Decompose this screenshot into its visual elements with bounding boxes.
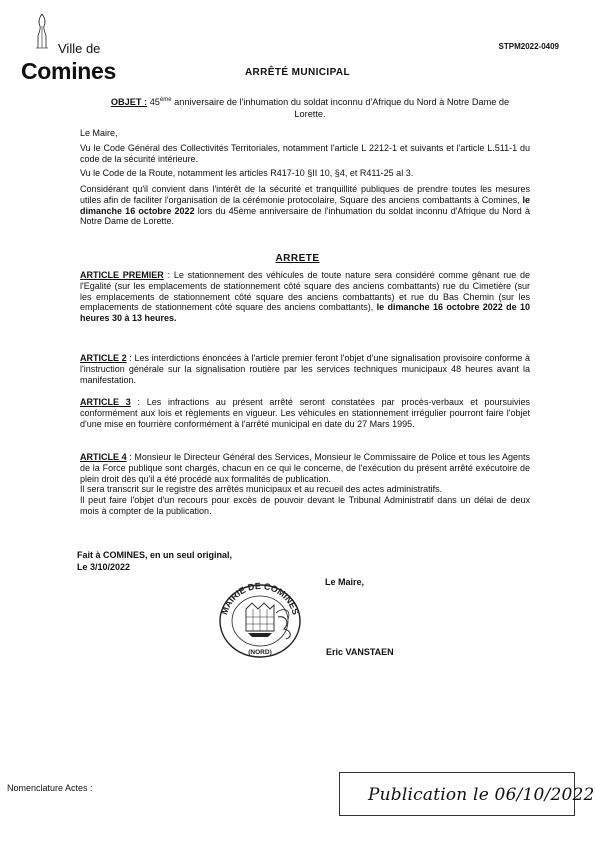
- article-label: ARTICLE 2: [80, 353, 127, 363]
- preamble-le-maire: Le Maire,: [80, 128, 118, 138]
- article-text: : Monsieur le Directeur Général des Services, Monsieur le Commissaire de Police et tous les Agents de la Force publique sont chargés, chacun en ce qui le concerne, de l'exécution du présent arrêté exécutoire de plein droit dès qu'il a été procédé aux formalités de publication.: [80, 452, 530, 484]
- article-text: : Les infractions au présent arrêté seront constatées par procès-verbaux et poursuivies conformément aux lois et règlements en vigueur. Les véhicules en stationnement irrégulier pourront faire l'objet d'une mise en fourrière conformément à l'arrêté municipal en date du 27 Mars 1995.: [80, 397, 530, 429]
- article-label: ARTICLE 4: [80, 452, 127, 462]
- arrete-heading: ARRETE: [275, 253, 320, 264]
- signature-date: Le 3/10/2022: [77, 562, 131, 572]
- document-title: ARRÊTÉ MUNICIPAL: [244, 67, 351, 78]
- considerant-date: le dimanche 16 octobre 2022: [80, 194, 530, 216]
- preamble-considerant: [80, 184, 530, 227]
- nomenclature-label: Nomenclature Actes :: [7, 783, 93, 793]
- article-4: [80, 452, 530, 517]
- article-premier: [80, 270, 530, 324]
- article-text: : Le stationnement des véhicules de toute nature sera considéré comme gênant rue de l'Egalité (sur les emplacements de stationnement côté square des anciens combattants) rue du Cimetière (sur les emplacements de stationnement côté square des anciens combattants) et rue du Bas Chemin (sur les emplacements de stationnement côté square des anciens combattants),: [80, 270, 530, 313]
- article-4-recours: Il peut faire l'objet d'un recours pour excès de pouvoir devant le Tribunal Administratif dans un délai de deux mois à compter de la publication.: [80, 495, 530, 516]
- preamble-vu-cgct: Vu le Code Général des Collectivités Territoriales, notamment l'article L 2212-1 et suivants et l'article L.511-1 du code de la sécurité intérieure.: [80, 143, 530, 164]
- signatory-name: Eric VANSTAEN: [326, 647, 394, 657]
- signature-place: Fait à COMINES, en un seul original,: [77, 550, 233, 560]
- considerant-text-a: Considérant qu'il convient dans l'intérêt de la sécurité et tranquillité publiques de prendre toutes les mesures utiles afin de faciliter l'organisation de la cérémonie protocolaire, Square des anciens combattants à Comines,: [80, 184, 530, 205]
- article-text: : Les interdictions énoncées à l'article premier feront l'objet d'une signalisation provisoire conforme à l'instruction générale sur la signalisation routière par les services techniques municipaux 48 heures avant la manifestation.: [80, 353, 530, 385]
- article-4-transcription: Il sera transcrit sur le registre des arrêtés municipaux et au recueil des actes administratifs.: [80, 484, 443, 495]
- objet-text: anniversaire de l'inhumation du soldat inconnu d'Afrique du Nord à Notre Dame de Lorette.: [174, 97, 510, 120]
- publication-stamp-text: Publication le 06/10/2022: [368, 785, 595, 805]
- preamble-vu-code-route: Vu le Code de la Route, notamment les articles R417-10 §II 10, §4, et R411-25 al 3.: [80, 168, 414, 178]
- article-label: ARTICLE 3: [80, 397, 131, 407]
- article-label: ARTICLE PREMIER: [80, 270, 164, 280]
- considerant-text-b: lors du 45ème anniversaire de l'inhumation du soldat inconnu d'Afrique du Nord à Notre Dame de Lorette.: [80, 205, 530, 227]
- logo-name-text: Comines: [21, 58, 117, 84]
- mairie-seal-icon: [212, 579, 308, 661]
- signature-title: Le Maire,: [325, 577, 365, 587]
- objet-ordinal: 45: [149, 97, 160, 108]
- seal-bottom-text: (NORD): [248, 649, 272, 656]
- article-2: [80, 353, 530, 385]
- seal-top-text: MAIRIE DE COMINES: [219, 580, 301, 616]
- objet-line: [110, 94, 510, 120]
- article-bold-text: le dimanche 16 octobre 2022 de 10 heures 30 à 13 heures.: [80, 302, 530, 324]
- objet-ordinal-sup: ème: [159, 97, 172, 103]
- logo-ville-text: Ville de: [58, 41, 101, 56]
- article-3: [80, 397, 530, 429]
- document-reference: STPM2022-0409: [498, 42, 559, 51]
- objet-label: OBJET :: [110, 97, 148, 108]
